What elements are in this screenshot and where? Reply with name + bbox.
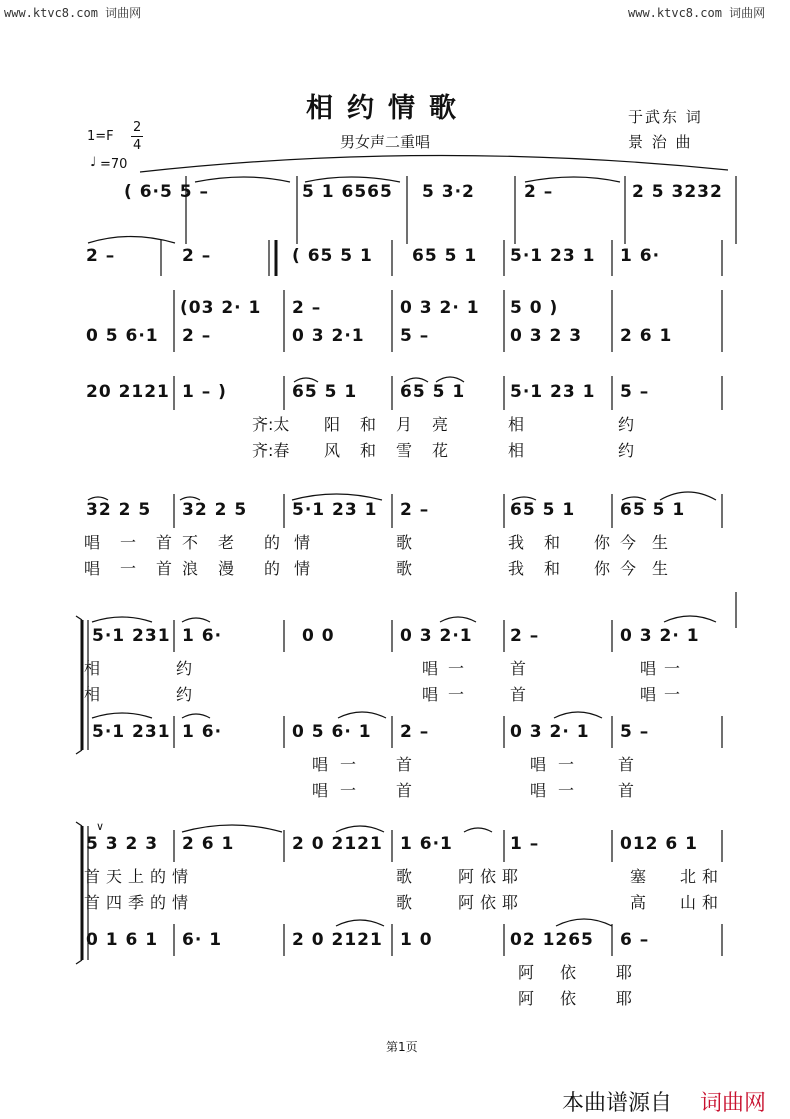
row6-upper-m3: 0 0 [302,626,335,646]
time-numerator: 2 [133,120,142,135]
row4-measure6: 5 – [620,382,650,402]
page-number: 第1页 [386,1040,418,1054]
time-denominator: 4 [133,138,142,153]
lyric: 的 [264,533,281,552]
lyric: 情 [172,867,189,886]
lyric: 月 [396,415,413,434]
row2-measure6: 1 6· [620,246,661,266]
lyric: 唱 [312,755,329,774]
lyric: 一 [340,781,357,800]
lyric: 阿 [518,963,535,982]
lyric: 首 [84,867,101,886]
lyric: 不 [182,533,199,552]
row2-measure2: 2 – [182,246,212,266]
row7-lower-m6: 6 – [620,930,650,950]
row5-measure3: 5·1 23 1 [292,500,378,520]
row4-measure3: 65 5 1 [292,382,358,402]
row6-upper-m4: 0 3 2·1 [400,626,473,646]
breath-mark-icon: ∨ [96,820,105,833]
lyric: 耶 [502,893,519,912]
lyric: 我 [508,559,525,578]
lyric: 季 [128,893,145,912]
lyric: 一 [664,685,681,704]
lyric: 雪 [396,441,413,460]
row7-lower-m4: 1 0 [400,930,433,950]
row3-upper-m1: (03 2· 1 [180,298,262,318]
lyric: 依 [560,963,577,982]
source-brand-link[interactable]: 词曲网 [700,1091,767,1116]
row5-measure5: 65 5 1 [510,500,576,520]
quarter-note-icon: ♩ [90,155,97,170]
lyric: 唱 [84,533,101,552]
lyric: 一 [558,755,575,774]
lyric: 首 [510,685,527,704]
row1-measure5: 2 5 3232 [632,182,723,202]
lyric: 山 [680,893,697,912]
lyric: 和 [702,867,719,886]
lyric: 唱 [422,659,439,678]
row7-upper-m3: 2 0 2121 [292,834,383,854]
row3-upper-m4: 5 0 ) [510,298,559,318]
lyric: 你 [594,533,611,552]
lyric: 歌 [396,867,413,886]
lyric: 情 [172,893,189,912]
lyricist-credit: 于武东 词 [628,108,703,126]
lyric: 依 [480,867,497,886]
lyric: 约 [618,415,635,434]
row6-lower-m5: 0 3 2· 1 [510,722,590,742]
lyric: 唱 [640,659,657,678]
lyric: 齐:春 [252,441,290,460]
row7-upper-m6: 012 6 1 [620,834,698,854]
lyric: 塞 [630,867,647,886]
lyric: 首 [396,781,413,800]
row7-lower-m1: 0 1 6 1 [86,930,159,950]
row2-measure5: 5·1 23 1 [510,246,596,266]
row7-upper-m5: 1 – [510,834,540,854]
lyric: 唱 [84,559,101,578]
row3-lower-m1: 0 5 6·1 [86,326,159,346]
lyric: 首 [618,781,635,800]
lyric: 漫 [218,559,235,578]
lyric: 歌 [396,893,413,912]
lyric: 的 [150,867,167,886]
row7-lower-m3: 2 0 2121 [292,930,383,950]
lyric: 唱 [530,755,547,774]
lyric: 一 [558,781,575,800]
lyric: 阳 [324,415,341,434]
lyric: 和 [544,533,561,552]
row1-measure4: 2 – [524,182,554,202]
row3-lower-m2: 2 – [182,326,212,346]
row3-lower-m6: 2 6 1 [620,326,673,346]
key-signature: 1=F [87,129,114,144]
lyric: 一 [448,659,465,678]
row6-upper-m5: 2 – [510,626,540,646]
lyric: 相 [508,441,525,460]
lyric: 首 [156,559,173,578]
row7-upper-m2: 2 6 1 [182,834,235,854]
lyric: 耶 [616,989,633,1008]
lyric: 依 [480,893,497,912]
lyric: 风 [324,441,341,460]
lyric: 的 [150,893,167,912]
row2-measure3: ( 65 5 1 [292,246,373,266]
row6-lower-m3: 0 5 6· 1 [292,722,372,742]
lyric: 花 [432,441,449,460]
tempo-marking: =70 [100,157,128,172]
lyric: 情 [294,533,311,552]
row6-lower-m6: 5 – [620,722,650,742]
row6-lower-m4: 2 – [400,722,430,742]
row7-lower-m5: 02 1265 [510,930,594,950]
lyric: 和 [702,893,719,912]
lyric: 歌 [396,533,413,552]
composer-credit: 景 治 曲 [628,133,693,151]
row6-lower-m1: 5·1 231 [92,722,171,742]
lyric: 一 [340,755,357,774]
lyric: 耶 [616,963,633,982]
lyric: 今 [620,533,637,552]
row2-measure1: 2 – [86,246,116,266]
page-title: 相约情歌 [306,93,470,124]
lyric: 亮 [432,415,449,434]
lyric: 约 [176,659,193,678]
row7-upper-m4: 1 6·1 [400,834,453,854]
watermark-left: www.ktvc8.com 词曲网 [4,6,142,20]
subtitle: 男女声二重唱 [340,133,431,151]
lyric: 和 [544,559,561,578]
lyric: 阿 [518,989,535,1008]
lyric: 生 [652,559,669,578]
row6-upper-m2: 1 6· [182,626,223,646]
lyric: 唱 [312,781,329,800]
lyric: 首 [156,533,173,552]
lyric: 首 [510,659,527,678]
row3-upper-m2: 2 – [292,298,322,318]
lyric: 约 [176,685,193,704]
row5-measure2: 32 2 5 [182,500,248,520]
lyric: 一 [120,559,137,578]
lyric: 相 [84,659,101,678]
lyric: 依 [560,989,577,1008]
lyric: 歌 [396,559,413,578]
lyric: 相 [508,415,525,434]
lyric: 相 [84,685,101,704]
lyric: 首 [618,755,635,774]
lyric: 北 [680,867,697,886]
row6-lower-m2: 1 6· [182,722,223,742]
lyric: 齐:太 [252,415,290,434]
row5-measure6: 65 5 1 [620,500,686,520]
row3-lower-m5: 0 3 2 3 [510,326,583,346]
lyric: 我 [508,533,525,552]
lyric: 上 [128,867,145,886]
lyric: 的 [264,559,281,578]
watermark-right: www.ktvc8.com 词曲网 [628,6,766,20]
lyric: 四 [106,893,123,912]
lyric: 阿 [458,893,475,912]
row5-measure1: 32 2 5 [86,500,152,520]
lyric: 和 [360,441,377,460]
row7-lower-m2: 6· 1 [182,930,223,950]
row6-upper-m6: 0 3 2· 1 [620,626,700,646]
lyric: 首 [84,893,101,912]
row6-upper-m1: 5·1 231 [92,626,171,646]
lyric: 天 [106,867,123,886]
row3-lower-m4: 5 – [400,326,430,346]
lyric: 耶 [502,867,519,886]
row1-measure2: 5 1 6565 [302,182,393,202]
row4-measure1: 20 2121 [86,382,170,402]
lyric: 一 [120,533,137,552]
lyric: 首 [396,755,413,774]
row3-lower-m3: 0 3 2·1 [292,326,365,346]
row5-measure4: 2 – [400,500,430,520]
lyric: 情 [294,559,311,578]
row4-measure2: 1 – ) [182,382,227,402]
lyric: 今 [620,559,637,578]
lyric: 你 [594,559,611,578]
lyric: 高 [630,893,647,912]
row4-measure4: 65 5 1 [400,382,466,402]
lyric: 约 [618,441,635,460]
row7-upper-m1: 5 3 2 3 [86,834,159,854]
lyric: 唱 [530,781,547,800]
lyric: 一 [448,685,465,704]
row1-measure1: ( 6·5 5 – [124,182,209,202]
row3-upper-m3: 0 3 2· 1 [400,298,480,318]
lyric: 唱 [640,685,657,704]
row2-measure4: 65 5 1 [412,246,478,266]
lyric: 生 [652,533,669,552]
lyric: 和 [360,415,377,434]
lyric: 老 [218,533,235,552]
lyric: 一 [664,659,681,678]
lyric: 唱 [422,685,439,704]
row1-measure3: 5 3·2 [422,182,475,202]
lyric: 浪 [182,559,199,578]
source-text: 本曲谱源自 [562,1091,673,1116]
lyric: 阿 [458,867,475,886]
row4-measure5: 5·1 23 1 [510,382,596,402]
